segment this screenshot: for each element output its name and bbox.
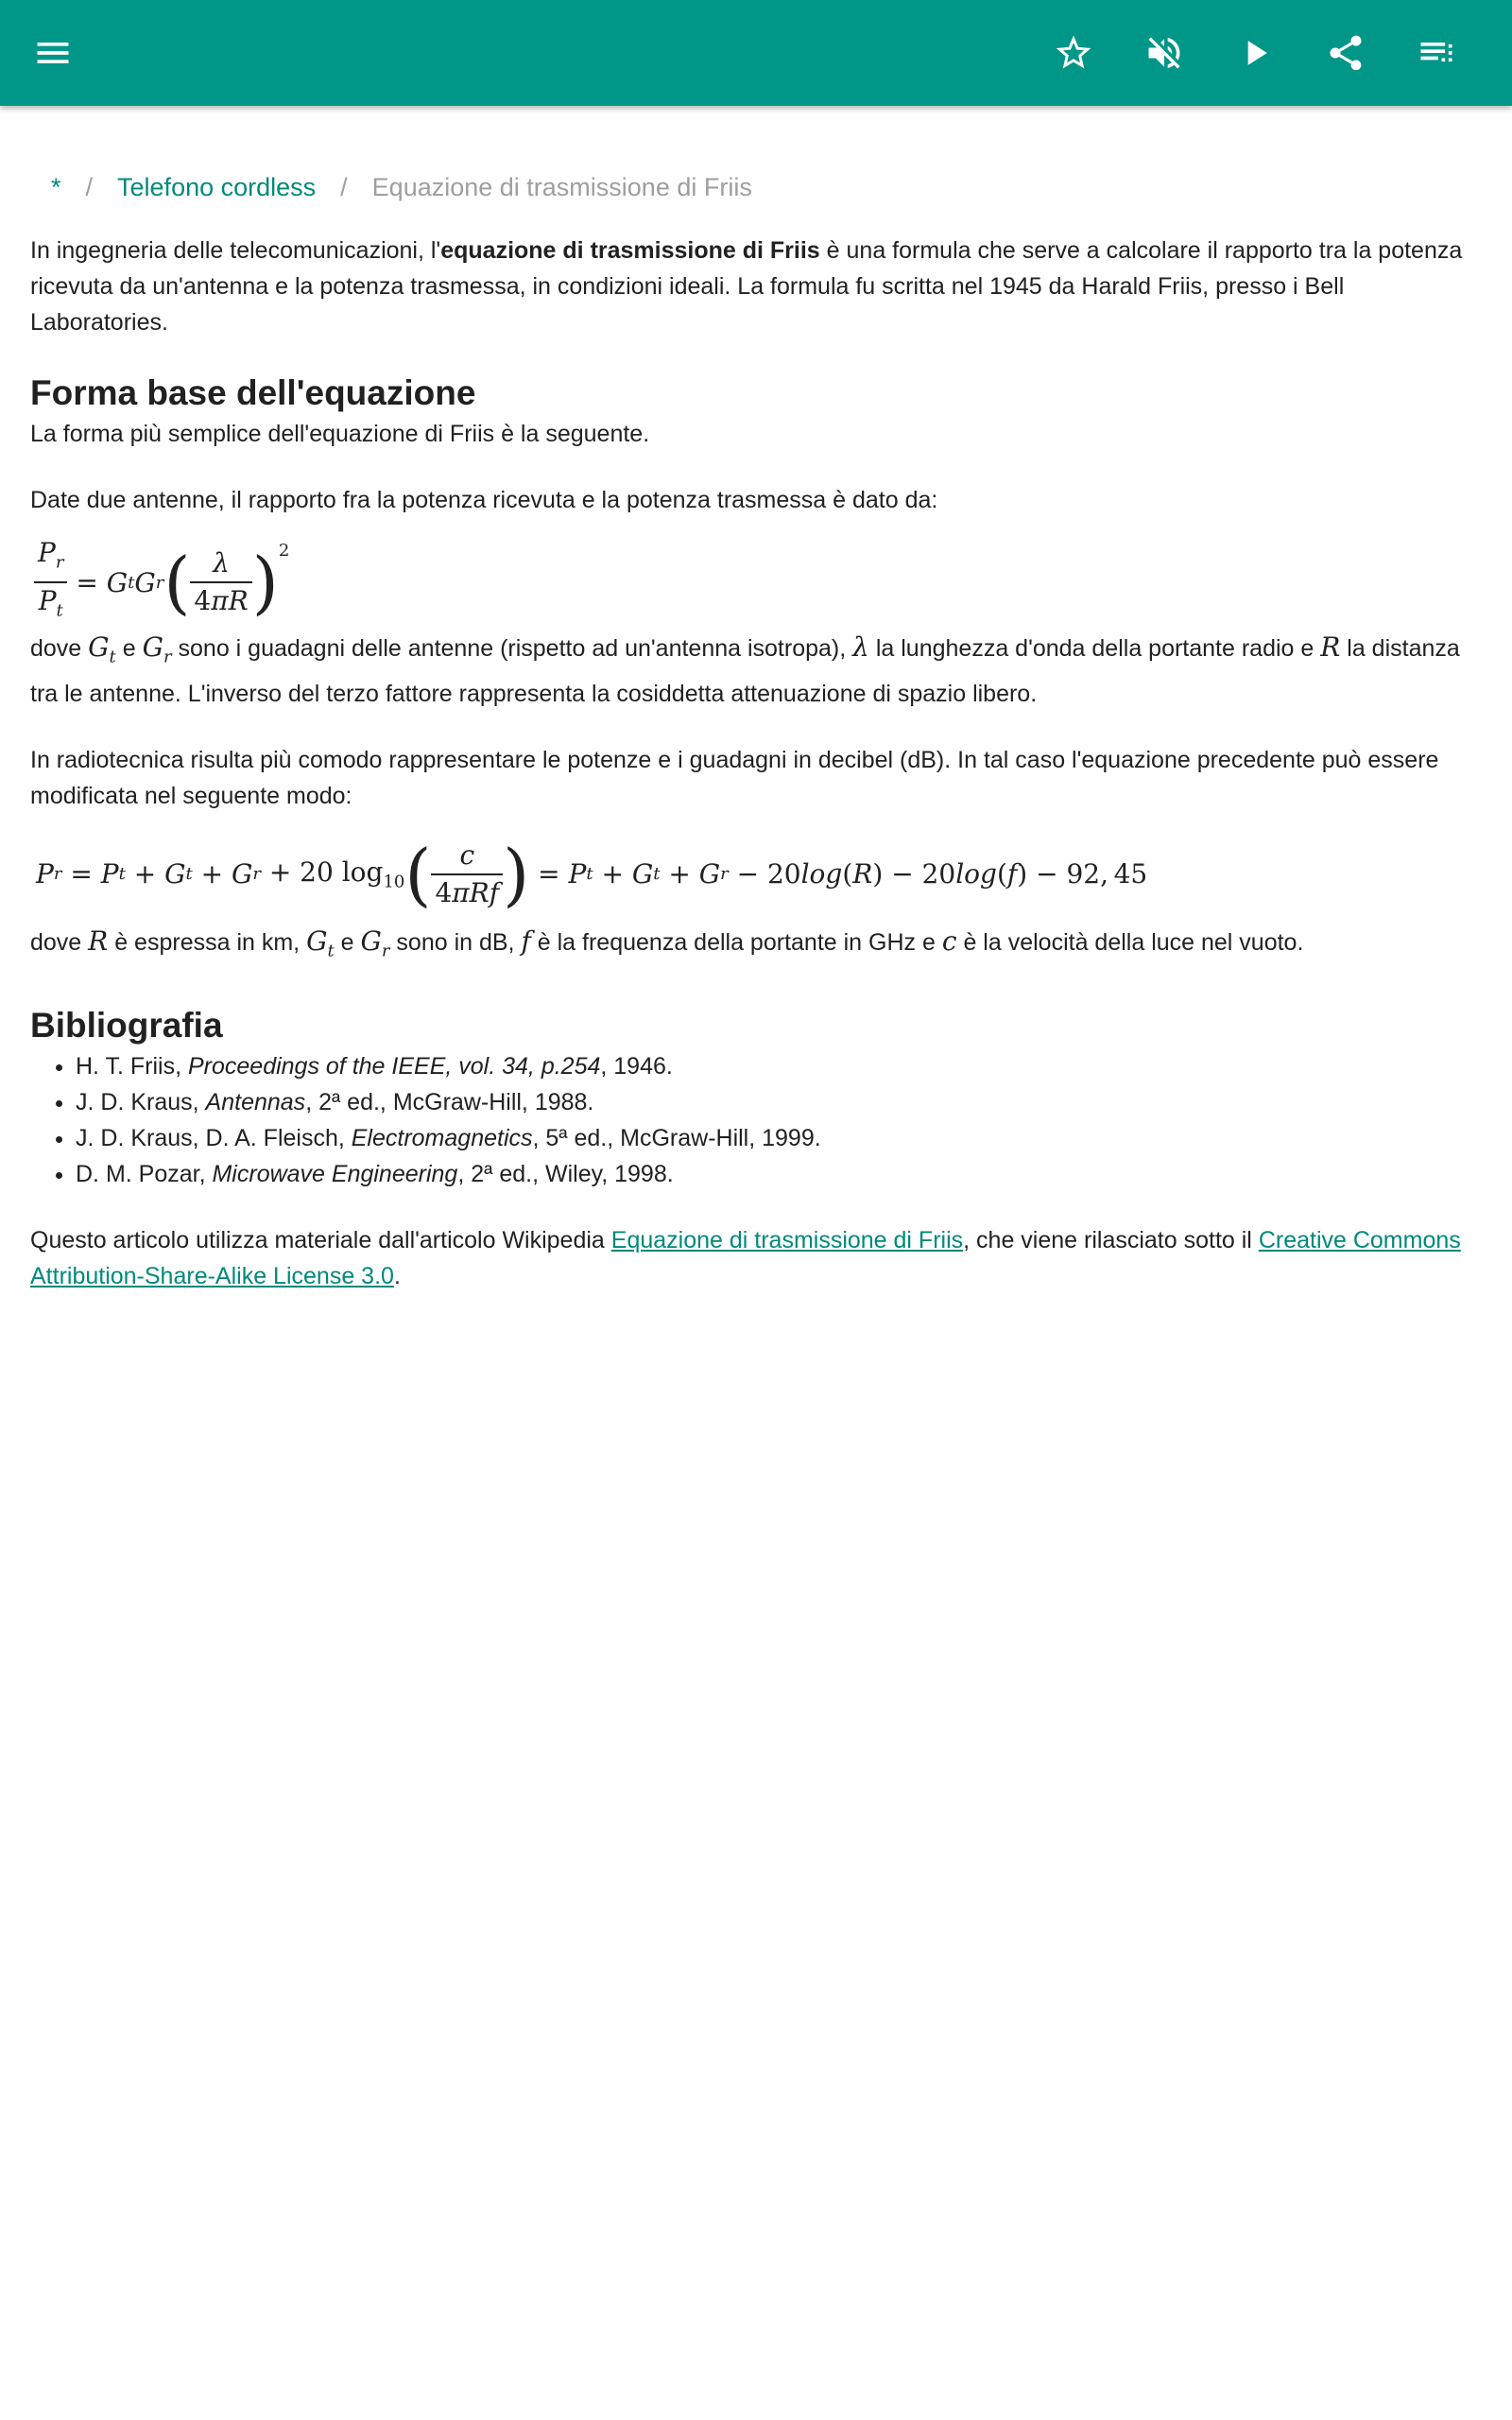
share-button[interactable]	[1315, 23, 1376, 83]
breadcrumb-home[interactable]: *	[51, 173, 61, 201]
section1-paragraph-2: Date due antenne, il rapporto fra la potenza ricevuta e la potenza trasmessa è dato da:	[30, 487, 938, 513]
play-button[interactable]	[1225, 23, 1285, 83]
menu-button[interactable]	[23, 23, 83, 83]
volume-off-icon	[1143, 32, 1185, 74]
license-link[interactable]: Creative Commons Attribution-Share-Alike License 3.0	[30, 1227, 1461, 1290]
breadcrumb-parent[interactable]: Telefono cordless	[117, 173, 317, 201]
list-item: • J. D. Kraus, D. A. Fleisch, Electromagnetics, 5ª ed., McGraw-Hill, 1999.	[76, 1120, 1476, 1156]
play-icon	[1234, 32, 1276, 74]
breadcrumb-current: Equazione di trasmissione di Friis	[371, 173, 752, 201]
section1-paragraph-1: La forma più semplice dell'equazione di Friis è la seguente.	[30, 421, 650, 447]
friis-equation: $\frac{P_r}{P_t}$ = G t G r ( $\frac{\lambda}{4\pi R}$ ) $^2$	[34, 535, 1476, 630]
bibliography-list	[30, 1048, 1476, 1192]
license-paragraph: Questo articolo utilizza materiale dall'articolo Wikipedia Equazione di trasmissione di Friis, che viene rilasciato sotto il Creative Commons Attribution-Share-Alike License 3.0.	[30, 1227, 1461, 1290]
playlist-button[interactable]	[1406, 23, 1467, 83]
friis-equation-db: P r = P t + G t + G r + 20 $\log_{10}$ ( $\frac{c}{\text{4πRf}}$ ) = P t + G t + G r − 20 log ( R ) − 20 log ( f ) − 92, 45	[36, 834, 1148, 914]
intro-paragraph	[30, 233, 1476, 340]
section-title-bibliografia: Bibliografia	[30, 1006, 223, 1046]
intro-bold: equazione di trasmissione di Friis	[440, 237, 820, 264]
breadcrumb-separator: /	[340, 173, 348, 201]
article	[30, 151, 1476, 1324]
breadcrumb	[30, 168, 1476, 206]
section1-paragraph-3: In radiotecnica risulta più comodo rappresentare le potenze e i guadagni in decibel (dB). In tal caso l'equazione precedente può essere modificata nel seguente modo:	[30, 746, 1439, 809]
wikipedia-link[interactable]: Equazione di trasmissione di Friis	[610, 1227, 964, 1254]
intro-text-rest: è una formula che serve a calcolare il rapporto tra la potenza ricevuta da un'antenna e la potenza trasmessa, in condizioni ideali. La formula fu scritta nel 1945 da Harald Friis, presso i Bell Laboratories.	[30, 237, 1463, 336]
breadcrumb-separator: /	[85, 173, 94, 201]
list-item: • H. T. Friis, Proceedings of the IEEE, vol. 34, p.254, 1946.	[76, 1048, 1476, 1084]
mute-button[interactable]	[1134, 23, 1194, 83]
favorite-button[interactable]	[1043, 23, 1104, 83]
section1-where-1: dove $G_t$ e $G_r$ sono i guadagni delle antenne (rispetto ad un'antenna isotropa), λ la lunghezza d'onda della portante radio e R la distanza tra le antenne. L'inverso del terzo fattore rappresenta la cosiddetta attenuazione di spazio libero.	[30, 631, 1460, 707]
list-item: • D. M. Pozar, Microwave Engineering, 2ª ed., Wiley, 1998.	[76, 1156, 1476, 1192]
menu-icon	[32, 32, 74, 74]
section-title-forma-base: Forma base dell'equazione	[30, 373, 476, 412]
star-icon	[1053, 32, 1094, 74]
intro-text: In ingegneria delle telecomunicazioni, l'	[30, 237, 441, 264]
section1-where-2: dove R è espressa in km, $G_t$ e $G_r$ sono in dB, f è la frequenza della portante in GHz e c è la velocità della luce nel vuoto.	[30, 925, 1304, 961]
app-bar	[0, 0, 1512, 106]
list-item: • J. D. Kraus, Antennas, 2ª ed., McGraw-Hill, 1988.	[76, 1084, 1476, 1120]
share-icon	[1325, 32, 1366, 74]
playlist-icon	[1416, 32, 1457, 74]
